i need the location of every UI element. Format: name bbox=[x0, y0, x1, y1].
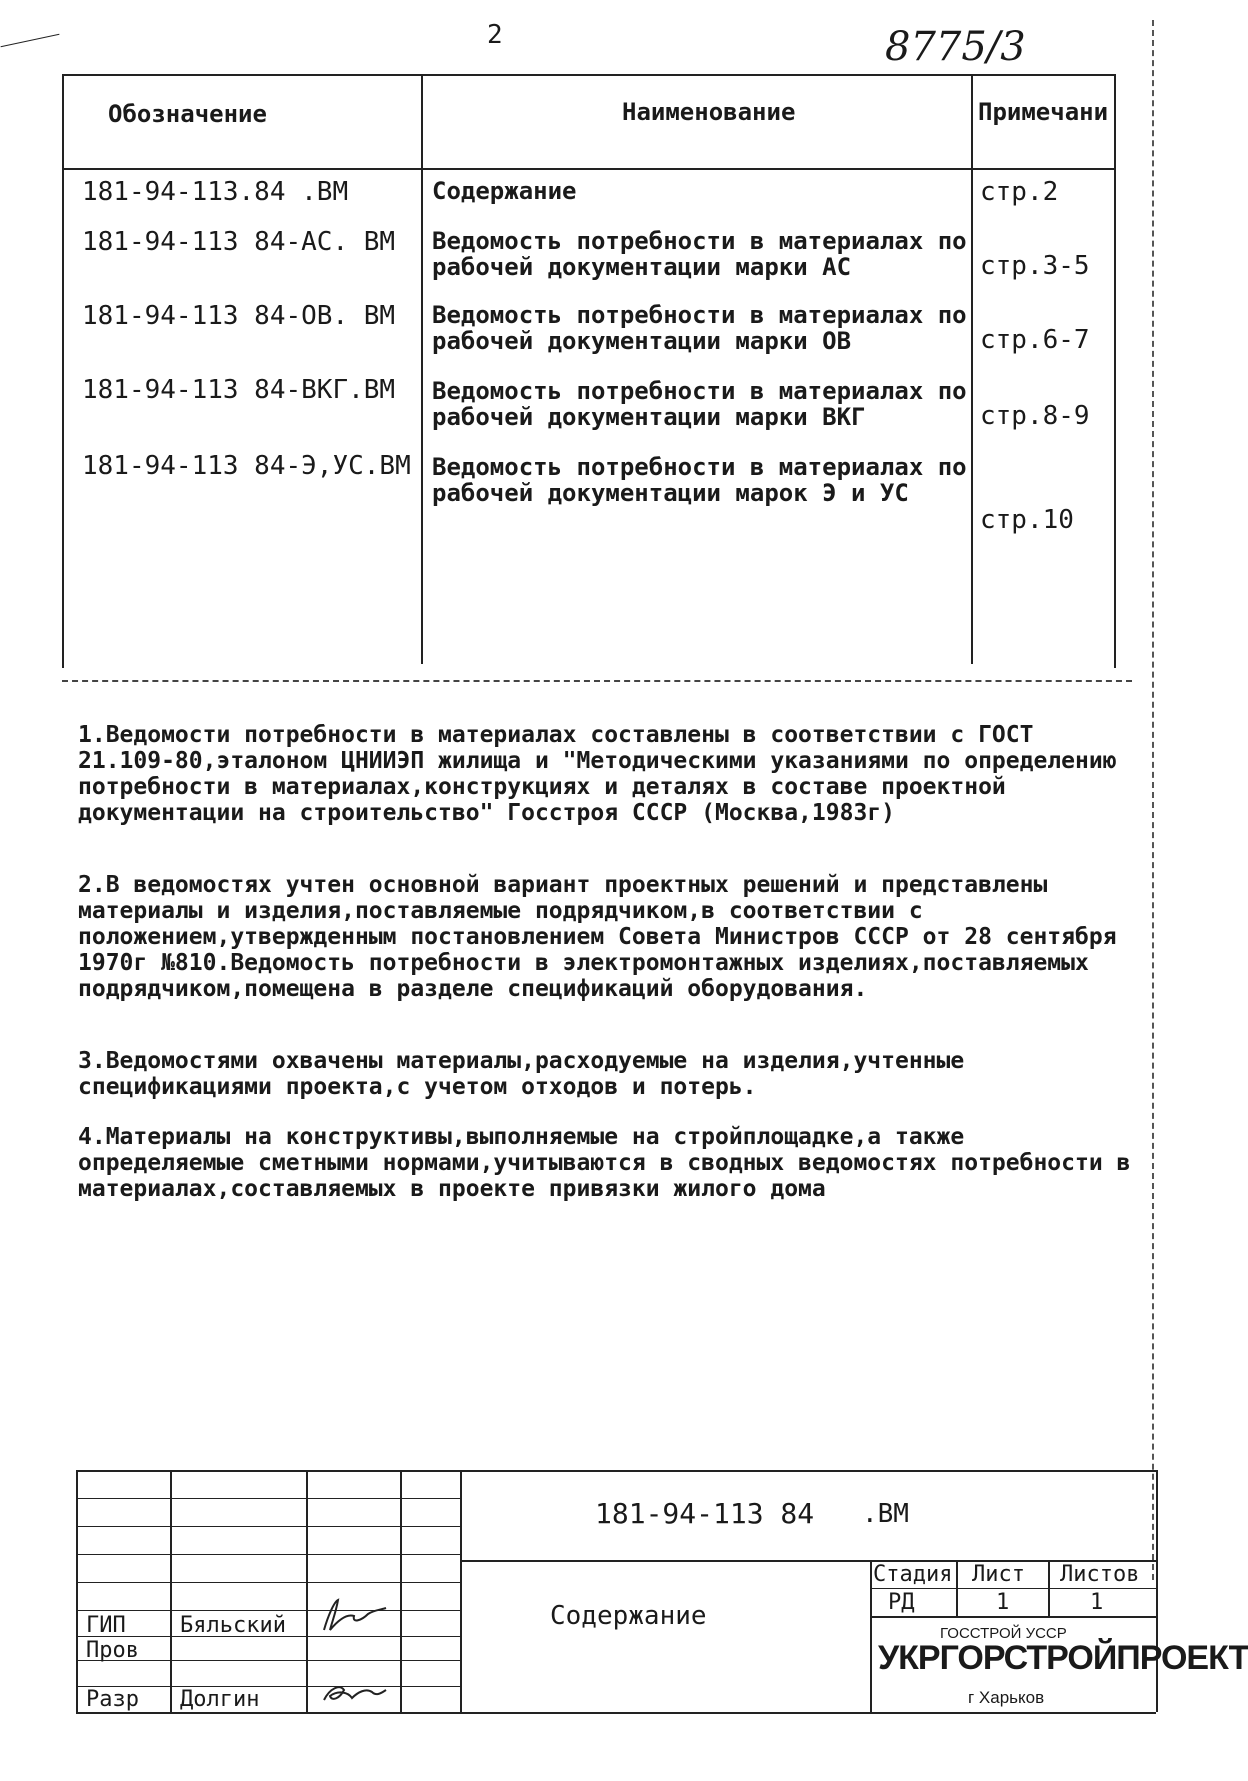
row-designation: 181-94-113 84-Э,УС.ВМ bbox=[82, 451, 411, 481]
column-header-name: Наименование bbox=[622, 98, 796, 126]
note-paragraph: 4.Материалы на конструктивы,выполняемые на стройплощадке,а также определяемые сметными нормами,учитываются в сводных ведомостях потребности в материалах,составляемых в проекте привязки жилого дома bbox=[78, 1124, 1131, 1202]
org-name: УКРГОРСТРОЙПРОЕКТ bbox=[878, 1639, 1248, 1677]
doc-suffix: .ВМ bbox=[862, 1499, 909, 1529]
signature-mark bbox=[318, 1676, 390, 1710]
note-paragraph: 1.Ведомости потребности в материалах составлены в соответствии с ГОСТ 21.109-80,эталоном ЦНИИЭП жилища и "Методическими указаниями по определению потребности в материалах,конструкциях и деталях в составе проектной документации на строительство" Госстроя СССР (Москва,1983г) bbox=[78, 722, 1117, 826]
sheet-title: Содержание bbox=[550, 1601, 707, 1631]
row-designation: 181-94-113 84-АС. ВМ bbox=[82, 227, 396, 257]
row-note: стр.10 bbox=[980, 505, 1074, 535]
right-margin-line bbox=[1152, 20, 1154, 1580]
org-top: ГОССТРОЙ УССР bbox=[940, 1625, 1067, 1642]
stage-header: Стадия bbox=[873, 1562, 953, 1587]
sheets-header: Листов bbox=[1060, 1562, 1140, 1587]
role-label: Разр bbox=[86, 1687, 139, 1712]
org-city: г Харьков bbox=[968, 1688, 1045, 1707]
column-header-designation: Обозначение bbox=[108, 100, 267, 128]
sheet-value: 1 bbox=[996, 1590, 1010, 1615]
row-designation: 181-94-113.84 .ВМ bbox=[82, 177, 349, 207]
row-note: стр.3-5 bbox=[980, 251, 1090, 281]
role-name: Долгин bbox=[180, 1687, 260, 1712]
note-paragraph: 2.В ведомостях учтен основной вариант проектных решений и представлены материалы и изделия,поставляемые подрядчиком,в соответствии с положением,утвержденным постановлением Совета Министров СССР от 28 сентября 1970г №810.Ведомость потребности в электромонтажных изделиях,поставляемых подрядчиком,помещена в разделе спецификаций оборудования. bbox=[78, 872, 1117, 1002]
doc-code: 181-94-113 84 bbox=[595, 1497, 815, 1530]
role-label: ГИП bbox=[86, 1613, 126, 1638]
stage-value: РД bbox=[888, 1590, 915, 1615]
row-note: стр.6-7 bbox=[980, 325, 1090, 355]
row-name: Ведомость потребности в материалах по рабочей документации марок Э и УС bbox=[432, 453, 967, 507]
row-name: Ведомость потребности в материалах по рабочей документации марки ОВ bbox=[432, 301, 967, 355]
row-note: стр.2 bbox=[980, 177, 1059, 207]
row-designation: 181-94-113 84-ВКГ.ВМ bbox=[82, 375, 396, 405]
row-designation: 181-94-113 84-ОВ. ВМ bbox=[82, 301, 396, 331]
sheets-value: 1 bbox=[1090, 1590, 1104, 1615]
column-header-note: Примечани bbox=[978, 98, 1109, 126]
page-number: 2 bbox=[487, 20, 503, 50]
row-name: Ведомость потребности в материалах по рабочей документации марки ВКГ bbox=[432, 377, 967, 431]
signature-mark bbox=[318, 1596, 390, 1636]
sheet-header: Лист bbox=[972, 1562, 1025, 1587]
archive-number: 8775/3 bbox=[885, 24, 1026, 70]
role-name: Бяльский bbox=[180, 1613, 286, 1638]
role-label: Пров bbox=[86, 1638, 139, 1663]
note-paragraph: 3.Ведомостями охвачены материалы,расходуемые на изделия,учтенные спецификациями проекта,с учетом отходов и потерь. bbox=[78, 1048, 965, 1100]
row-name: Ведомость потребности в материалах по рабочей документации марки АС bbox=[432, 227, 967, 281]
corner-stroke bbox=[1, 34, 60, 47]
row-name: Содержание bbox=[432, 177, 577, 205]
row-note: стр.8-9 bbox=[980, 401, 1090, 431]
